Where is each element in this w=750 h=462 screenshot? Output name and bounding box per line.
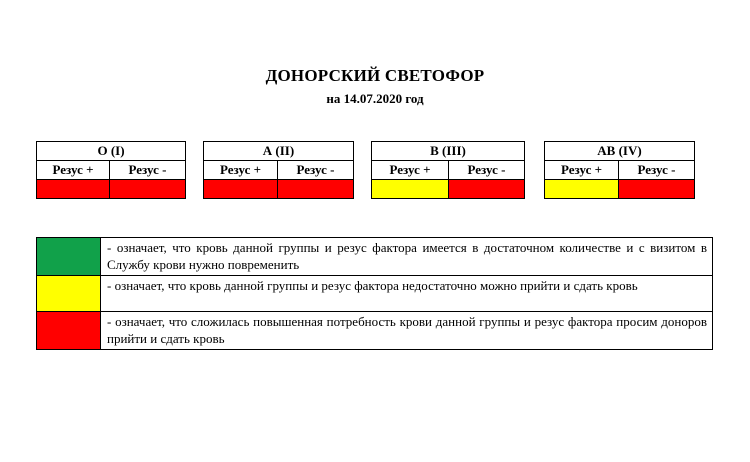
rhesus-plus-label: Резус +	[372, 161, 449, 180]
legend-swatch-red	[37, 312, 101, 350]
blood-group-table-b	[371, 141, 525, 199]
status-cell-rh-plus	[204, 180, 278, 199]
page-title: ДОНОРСКИЙ СВЕТОФОР	[265, 66, 485, 85]
rhesus-plus-label: Резус +	[204, 161, 278, 180]
legend-text: - означает, что кровь данной группы и резус фактора имеется в достаточном количестве и с визитом в Службу крови нужно повременить	[101, 238, 713, 276]
legend-row-red	[37, 312, 713, 350]
status-cell-rh-plus	[372, 180, 449, 199]
status-cell-rh-minus	[110, 180, 186, 199]
group-name: АВ (IV)	[545, 142, 695, 161]
rhesus-minus-label: Резус -	[449, 161, 525, 180]
status-cell-rh-minus	[619, 180, 695, 199]
blood-group-table-ab	[544, 141, 695, 199]
status-cell-rh-minus	[449, 180, 525, 199]
rhesus-minus-label: Резус -	[619, 161, 695, 180]
legend-swatch-green	[37, 238, 101, 276]
legend-text: - означает, что кровь данной группы и резус фактора недостаточно можно прийти и сдать кровь	[101, 276, 713, 312]
legend-text: - означает, что сложилась повышенная потребность крови данной группы и резус фактора просим доноров прийти и сдать кровь	[101, 312, 713, 350]
group-name: В (III)	[372, 142, 525, 161]
blood-group-table-o	[36, 141, 186, 199]
status-cell-rh-plus	[545, 180, 619, 199]
status-cell-rh-plus	[37, 180, 110, 199]
rhesus-minus-label: Резус -	[110, 161, 186, 180]
rhesus-plus-label: Резус +	[37, 161, 110, 180]
status-cell-rh-minus	[278, 180, 354, 199]
blood-group-table-a	[203, 141, 354, 199]
legend-row-yellow	[37, 276, 713, 312]
rhesus-plus-label: Резус +	[545, 161, 619, 180]
rhesus-minus-label: Резус -	[278, 161, 354, 180]
group-name: О (I)	[37, 142, 186, 161]
legend-table	[36, 237, 713, 350]
page-subtitle-date: на 14.07.2020 год	[326, 91, 424, 106]
legend-row-green	[37, 238, 713, 276]
group-name: А (II)	[204, 142, 354, 161]
legend-swatch-yellow	[37, 276, 101, 312]
